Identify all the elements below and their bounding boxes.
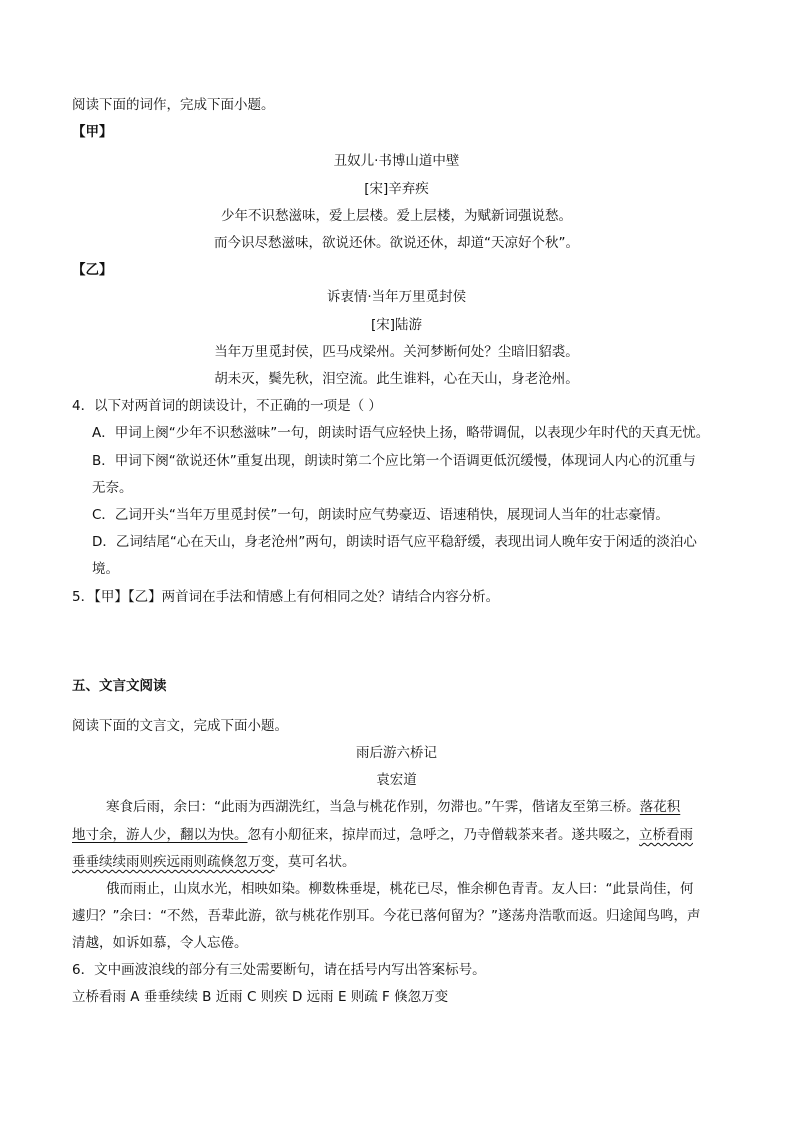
prose-text: 忽有小舠征来，掠岸而过，急呼之，乃寺僧载茶来者。遂共啜之，	[247, 827, 639, 843]
question-4-option-d: D．乙词结尾“心在天山，身老沧州”两句，朗读时语气应平稳舒缓，表现出词人晚年安于闲适的淡泊心	[92, 534, 697, 550]
poem-author-jia: [宋]辛弃疾	[364, 181, 429, 197]
question-4-option-d-cont: 境。	[92, 561, 119, 577]
poem-author-yi: [宋]陆游	[370, 317, 423, 333]
wavy-underlined-text: 立桥看雨	[639, 827, 693, 843]
wavy-underlined-text: 垂垂续续雨则疾远雨则疏倏忽万变	[72, 854, 275, 870]
section-tag-jia: 【甲】	[72, 124, 113, 140]
prose-author: 袁宏道	[376, 772, 417, 788]
poem-line-jia-2: 而今识尽愁滋味，欲说还休。欲说还休，却道“天凉好个秋”。	[214, 235, 579, 251]
question-4-option-b-cont: 无奈。	[92, 480, 133, 496]
question-4-option-b: B．甲词下阕“欲说还休”重复出现，朗读时第二个应比第一个语调更低沉缓慢，体现词人内心的沉重与	[92, 453, 696, 469]
question-4-stem: 4．以下对两首词的朗读设计，不正确的一项是（ ）	[72, 398, 382, 414]
poem-title-yi: 诉衷情·当年万里觅封侯	[326, 289, 467, 305]
prose-para-2-line-3: 清越，如诉如慕，令人忘倦。	[72, 935, 248, 951]
section-tag-yi: 【乙】	[72, 262, 113, 278]
question-6-sentence: 立桥看雨 A 垂垂续续 B 近雨 C 则疾 D 远雨 E 则疏 F 倏忽万变	[72, 989, 449, 1005]
poem-line-yi-2: 胡未灭，鬓先秋，泪空流。此生谁料，心在天山，身老沧州。	[214, 371, 579, 387]
prose-para-1-line-2	[72, 826, 693, 844]
prose-para-1-line-3	[72, 853, 356, 871]
poem-line-yi-1: 当年万里觅封侯，匹马戍梁州。关河梦断何处？尘暗旧貂裘。	[214, 344, 579, 360]
intro-text: 阅读下面的词作，完成下面小题。	[72, 97, 275, 113]
prose-text: 寒食后雨，余曰：“此雨为西湖洗红，当急与桃花作别，勿滞也。”午霁，偕诸友至第三桥。	[106, 799, 640, 815]
prose-title: 雨后游六桥记	[356, 745, 437, 761]
underlined-sentence: 落花积	[639, 799, 681, 815]
section-heading-classical: 五、文言文阅读	[72, 678, 167, 694]
prose-para-2-line-2: 遽归？”余曰：“不然，吾辈此游，欲与桃花作别耳。今花已落何留为？”遂荡舟浩歌而返。归途闻鸟鸣，声	[72, 908, 701, 924]
prose-para-2-line-1: 俄而雨止，山岚水光，相映如染。柳数株垂堤，桃花已尽，惟余柳色青青。友人曰：“此景尚佳，何	[106, 881, 694, 897]
underlined-sentence: 地寸余，游人少，翻以为快。	[72, 827, 248, 843]
question-4-option-a: A．甲词上阕“少年不识愁滋味”一句，朗读时语气应轻快上扬，略带调侃，以表现少年时代的天真无忧。	[92, 425, 710, 441]
question-6: 6．文中画波浪线的部分有三处需要断句，请在括号内写出答案标号。	[72, 962, 486, 978]
intro-text-classical: 阅读下面的文言文，完成下面小题。	[72, 718, 288, 734]
poem-line-jia-1: 少年不识愁滋味，爱上层楼。爱上层楼，为赋新词强说愁。	[221, 208, 572, 224]
question-5: 5．【甲】【乙】两首词在手法和情感上有何相同之处？请结合内容分析。	[72, 589, 500, 605]
poem-title-jia: 丑奴儿·书博山道中壁	[333, 153, 460, 169]
question-4-option-c: C．乙词开头“当年万里觅封侯”一句，朗读时应气势豪迈、语速稍快，展现词人当年的壮志豪情。	[92, 507, 669, 523]
prose-para-1-line-1	[106, 798, 680, 816]
prose-text: ，莫可名状。	[274, 854, 356, 870]
